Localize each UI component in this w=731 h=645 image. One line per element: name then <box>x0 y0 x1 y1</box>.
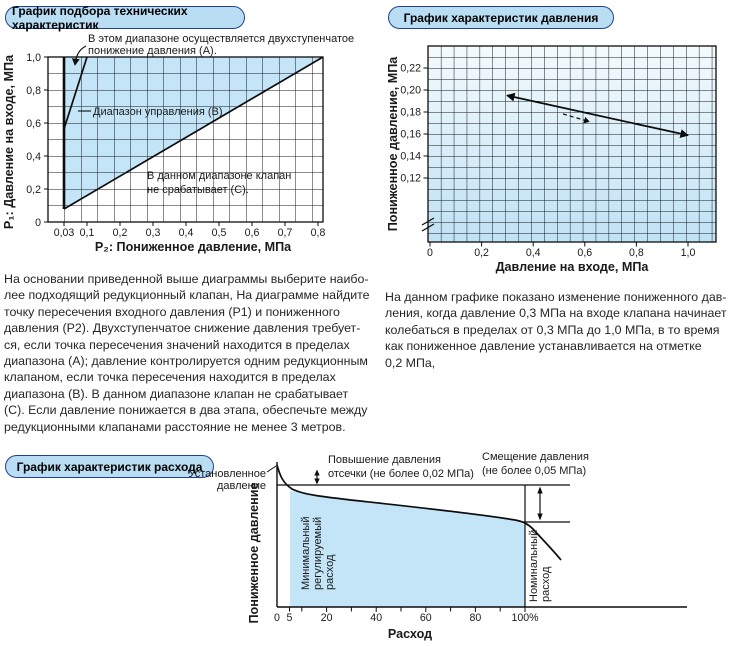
tick-label: 0,8 <box>629 247 644 259</box>
tick-label: 0,4 <box>26 151 41 163</box>
tick-label: 0,1 <box>79 227 95 239</box>
paragraph-line: редукционными клапанами расстояние не менее 3 метров. <box>4 419 346 434</box>
tick-label: 0,3 <box>145 227 161 239</box>
chart3-offset-annotation-line2: (не более 0,05 МПа) <box>482 465 587 477</box>
paragraph-line: колебаться в пределах от 0,3 МПа до 1,0 МПа, в то время <box>385 322 720 337</box>
paragraph-line: ления, когда давление 0,3 МПа на входе клапана начинает <box>385 306 727 321</box>
chart2-pressure-diagram <box>385 38 731 280</box>
chart2-x-axis-title: Давление на входе, МПа <box>495 260 649 274</box>
paragraph-line: (С). Если давление понижается в два этапа, обеспечьте между <box>4 403 368 418</box>
chart1-y-ticklabels <box>26 52 41 229</box>
chart3-cutoff-annotation-line2: отсечки (не более 0,02 МПа) <box>328 468 474 480</box>
tick-label: 0,6 <box>26 118 41 130</box>
chart2-grid <box>428 46 716 242</box>
chart1-title: График подбора технических характеристик <box>12 3 188 32</box>
tick-label: 0,4 <box>178 227 194 239</box>
tick-label: 0,2 <box>112 227 128 239</box>
chart2-title: График характеристик давления <box>403 10 599 25</box>
paragraph-line: давления (P2). Двухступенчатое снижение давления требует- <box>4 321 361 336</box>
tick-label: 0,2 <box>474 247 489 259</box>
tick-label: 0,6 <box>577 247 593 259</box>
tick-label: 20 <box>320 612 333 624</box>
tick-label: 0,20 <box>400 84 421 97</box>
tick-label: 80 <box>469 612 482 624</box>
tick-label: 0,4 <box>525 247 541 259</box>
chart3-y-axis-title: Пониженное давление <box>247 482 261 624</box>
chart1-x-axis-title: P₂: Пониженное давление, МПа <box>94 240 292 254</box>
chart2-title-pill <box>388 6 614 29</box>
paragraph-line: На основании приведенной выше диаграммы выберите наибо- <box>4 272 369 286</box>
chart1-y-axis-title: P₁: Давление на входе, МПа <box>2 54 16 230</box>
paragraph-line: диапазона (В). В данном диапазоне клапан не срабатывает <box>4 386 349 401</box>
chart3-title-pill <box>5 455 214 478</box>
tick-label: 0,8 <box>26 85 41 97</box>
tick-label: 0,5 <box>211 227 227 239</box>
chart1-annotation-c-line2: не срабатывает (С). <box>147 184 249 196</box>
tick-label: 60 <box>419 612 432 624</box>
paragraph-line: На данном графике показано изменение пониженного дав- <box>385 290 727 304</box>
chart3-x-ticklabels <box>274 612 539 624</box>
chart1-annotation-a-line1: В этом диапазоне осуществляется двухступенчатое <box>88 33 355 45</box>
chart3-offset-arrow <box>537 487 542 521</box>
tick-label: 0,14 <box>400 150 421 163</box>
tick-label: 0,03 <box>53 227 75 239</box>
chart1-title-pill <box>5 3 245 32</box>
chart3-cutoff-arrow <box>314 470 319 485</box>
tick-label: 0,18 <box>400 106 421 119</box>
chart2-y-axis-title: Пониженное давление, МПа <box>386 56 400 232</box>
right-paragraph <box>385 289 731 371</box>
paragraph-line: лее подходящий редукционный клапан, На диаграмме найдите <box>4 288 370 303</box>
chart3-min-flow-label-line2: регулируемый <box>312 516 324 590</box>
tick-label: 0 <box>35 217 41 229</box>
tick-label: 0,22 <box>400 62 421 75</box>
paragraph-line: точку пересечения входного давления (P1) и пониженного <box>4 304 340 319</box>
chart1-annotation-c-line1: В данном диапазоне клапан <box>147 170 292 182</box>
chart1-annotation-a-line2: понижение давления (А). <box>88 45 217 57</box>
tick-label: 0,2 <box>26 184 41 196</box>
chart3-offset-annotation-line1: Смещение давления <box>482 451 589 463</box>
tick-label: 100% <box>511 612 539 624</box>
chart3-title: График характеристик расхода <box>16 459 203 474</box>
tick-label: 0,16 <box>400 128 421 141</box>
chart2-y-tickmarks <box>424 68 429 178</box>
chart3-set-pressure-label-line1: Установленное <box>188 468 266 480</box>
paragraph-line: клапаном, если точка пересечения находится в пределах <box>4 370 336 385</box>
chart1-x-ticklabels <box>54 227 326 239</box>
tick-label: 5 <box>286 612 293 624</box>
tick-label: 1,0 <box>26 52 41 64</box>
paragraph-line: диапазона (А); давление контролируется одним редукционным <box>4 354 368 369</box>
tick-label: 0,8 <box>310 227 326 239</box>
chart3-x-axis-title: Расход <box>387 627 433 641</box>
chart3-nominal-flow-label-line1: Номинальный <box>528 529 540 602</box>
chart3-min-flow-label-line1: Минимальный <box>300 516 312 590</box>
chart3-min-flow-label-line3: расход <box>324 554 336 590</box>
chart3-flow-diagram <box>188 450 731 645</box>
tick-label: 0 <box>427 247 433 259</box>
chart3-nominal-flow-label-line2: расход <box>540 566 552 602</box>
tick-label: 0,6 <box>244 227 260 239</box>
chart2-y-ticklabels <box>400 63 421 185</box>
chart2-x-ticklabels <box>427 247 695 259</box>
paragraph-line: 0,2 МПа, <box>385 355 436 370</box>
chart3-set-pressure-label-line2: давление <box>216 480 266 492</box>
chart1-selection-diagram <box>0 30 370 268</box>
paragraph-line: ся, если точка пересечения значений находится в пределах <box>4 337 350 352</box>
left-paragraph <box>4 271 376 435</box>
chart2-x-tickmarks <box>430 242 688 247</box>
paragraph-line: как пониженное давление устанавливается на отметке <box>385 339 702 354</box>
chart3-cutoff-annotation-line1: Повышение давления <box>328 454 441 466</box>
chart3-set-pressure-leader <box>267 466 276 472</box>
tick-label: 40 <box>370 612 383 624</box>
tick-label: 0 <box>274 612 280 624</box>
chart1-annotation-b: Диапазон управления (В) <box>93 106 223 118</box>
tick-label: 0,7 <box>277 227 293 239</box>
tick-label: 1,0 <box>680 247 696 259</box>
tick-label: 0,12 <box>400 172 421 185</box>
